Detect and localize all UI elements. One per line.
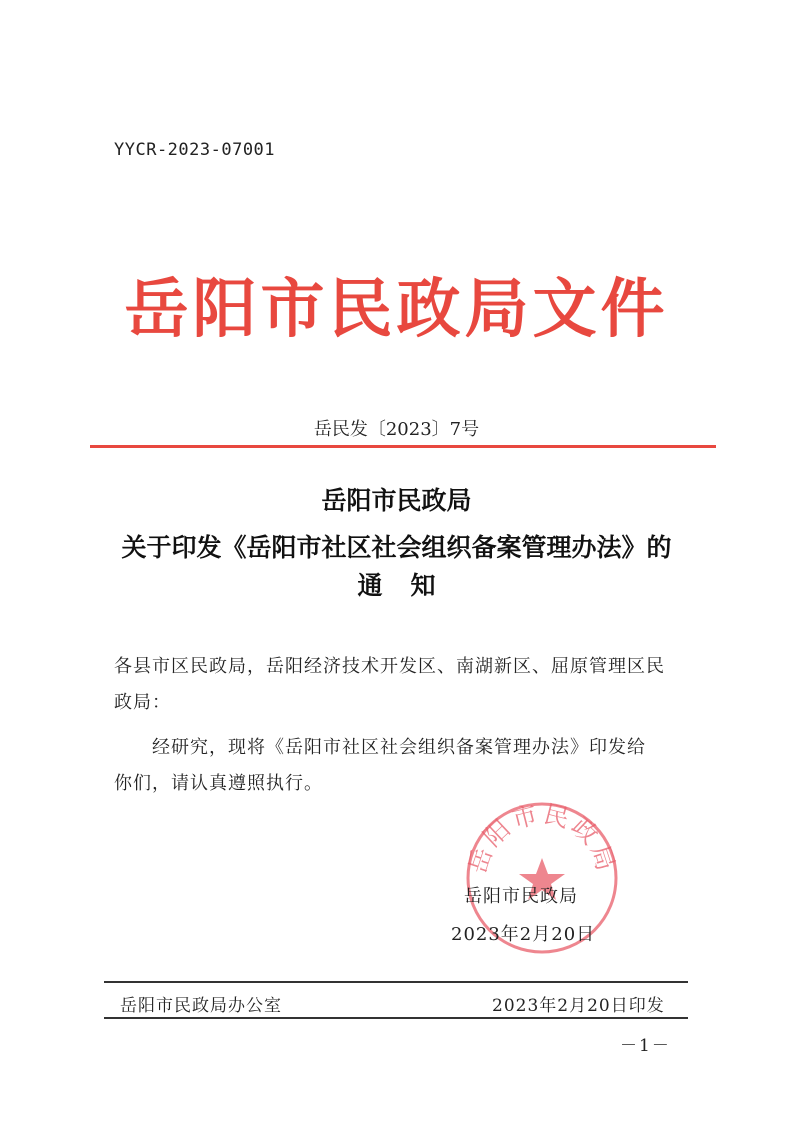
masthead-title: 岳阳市民政局文件 — [124, 273, 669, 347]
salutation-line-1: 各县市区民政局，岳阳经济技术开发区、南湖新区、屈原管理区民 — [114, 656, 665, 677]
footer-issue-date: 2023年2月20日印发 — [492, 996, 665, 1016]
signer-name: 岳阳市民政局 — [464, 886, 578, 907]
seal-text: 岳阳市民政局 — [462, 799, 622, 877]
salutation-line-2: 政局： — [114, 692, 171, 713]
document-code: YYCR-2023-07001 — [114, 140, 276, 160]
red-separator-line — [90, 445, 716, 448]
paragraph-line-2: 你们，请认真遵照执行。 — [114, 773, 323, 794]
document-number: 岳民发〔2023〕7号 — [313, 419, 480, 440]
signature-date: 2023年2月20日 — [451, 924, 596, 945]
footer-bottom-rule — [104, 1017, 688, 1019]
paragraph-line-1: 经研究，现将《岳阳市社区社会组织备案管理办法》印发给 — [152, 737, 646, 758]
title-line-3: 通知 — [357, 571, 464, 600]
title-line-1: 岳阳市民政局 — [321, 486, 472, 515]
title-line-2: 关于印发《岳阳市社区社会组织备案管理办法》的 — [121, 533, 672, 562]
footer-top-rule — [104, 981, 688, 983]
footer-issuer: 岳阳市民政局办公室 — [120, 996, 282, 1016]
page-number: －1－ — [620, 1036, 671, 1056]
